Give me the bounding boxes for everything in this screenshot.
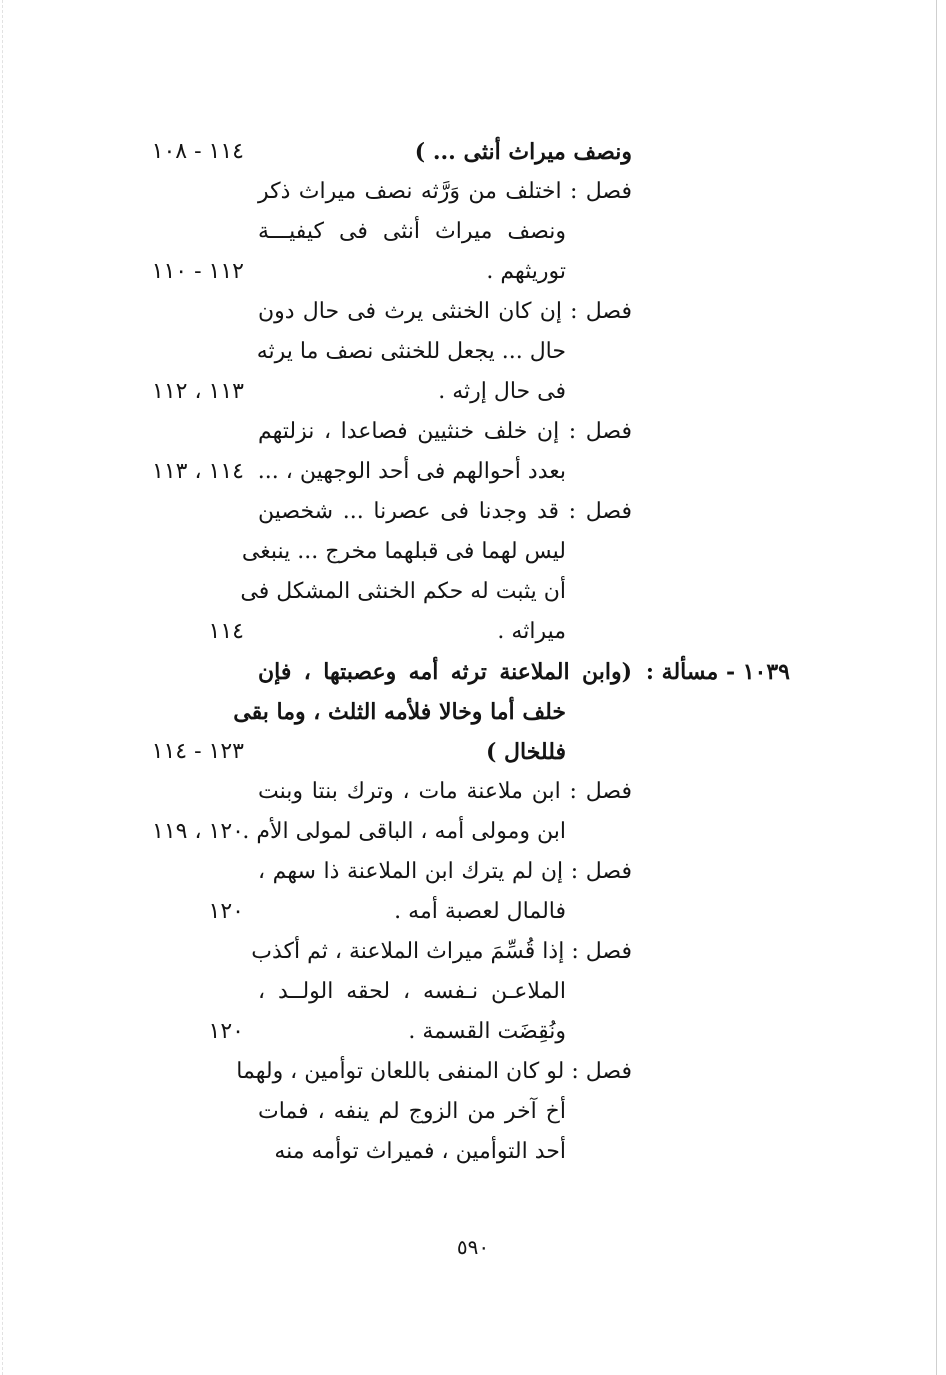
index-entry-line: فصل : إن لم يترك ابن الملاعنة ذا سهم ،	[258, 859, 632, 884]
index-entry-line: خلف أما وخالا فلأمه الثلث ، وما بقى	[233, 699, 566, 725]
index-entry-line: ميراثه .	[497, 619, 566, 644]
index-entry-line: فصل : إن كان الخنثى يرث فى حال دون	[258, 299, 632, 324]
index-entry-line: ونصف ميراث أنثى فى كيفيـــة	[258, 219, 566, 244]
page-reference: ١٢٠	[208, 1019, 244, 1044]
index-entry-line: فصل : لو كان المنفى باللعان توأمين ، ولهما	[236, 1059, 632, 1084]
page-number: ٥٩٠	[456, 1235, 490, 1259]
page-reference: ١١٤ ، ١١٣	[152, 459, 244, 484]
index-entry-line: فللخال )	[485, 739, 566, 765]
page-reference: ١١٣ ، ١١٢	[152, 379, 244, 404]
index-entry-line: فصل : قد وجدنا فى عصرنا ... شخصين	[258, 499, 632, 524]
index-entry-line: فى حال إرثه .	[438, 379, 566, 404]
index-entry-line: فصل : إن خلف خنثيين فصاعدا ، نزلتهم	[258, 419, 632, 444]
index-entry-line: أخ آخر من الزوج لم ينفه ، فمات	[258, 1099, 566, 1124]
index-entry-line: توريثهم .	[486, 259, 566, 284]
index-entry-line: ابن ومولى أمه ، الباقى لمولى الأم .	[242, 819, 566, 844]
page-reference: ١٢٠	[208, 899, 244, 924]
index-entry-line: فالمال لعصبة أمه .	[394, 899, 566, 924]
index-entry-line: ونُقِضَت القسمة .	[408, 1019, 566, 1044]
page-reference: ١١٤	[208, 619, 244, 644]
masala-number-label: ١٠٣٩ - مسألة :	[645, 659, 790, 685]
page-reference: ١١٤ - ١٠٨	[151, 139, 244, 164]
index-entry-line: فصل : إذا قُسِّمَ ميراث الملاعنة ، ثم أكذب	[251, 939, 632, 964]
index-entry-line: أحد التوأمين ، فميراث توأمه منه	[274, 1139, 566, 1164]
page-reference: ١٢٣ - ١١٤	[151, 739, 244, 764]
index-entry-line: بعدد أحوالهم فى أحد الوجهين ، ...	[257, 459, 566, 484]
page-edge-left	[2, 0, 3, 1375]
page-reference: ١٢٠ ، ١١٩	[152, 819, 244, 844]
page-edge-right	[936, 0, 937, 1375]
index-entry-line: (وابن الملاعنة ترثه أمه وعصبتها ، فإن	[258, 659, 632, 685]
index-entry-line: الملاعـن نـفسه ، لحقه الولــد ،	[258, 979, 566, 1004]
page-reference: ١١٢ - ١١٠	[151, 259, 244, 284]
index-entry-line: فصل : اختلف من وَرَّثه نصف ميراث ذكر	[258, 179, 632, 204]
index-entry-line: حال ... يجعل للخنثى نصف ما يرثه	[256, 339, 566, 364]
index-entry-line: ونصف ميراث أنثى ... )	[414, 139, 632, 165]
index-entry-line: أن يثبت له حكم الخنثى المشكل فى	[240, 579, 566, 604]
index-entry-line: فصل : ابن ملاعنة مات ، وترك بنتا وبنت	[258, 779, 632, 804]
index-entry-line: ليس لهما فى قبلهما مخرج ... ينبغى	[241, 539, 566, 564]
